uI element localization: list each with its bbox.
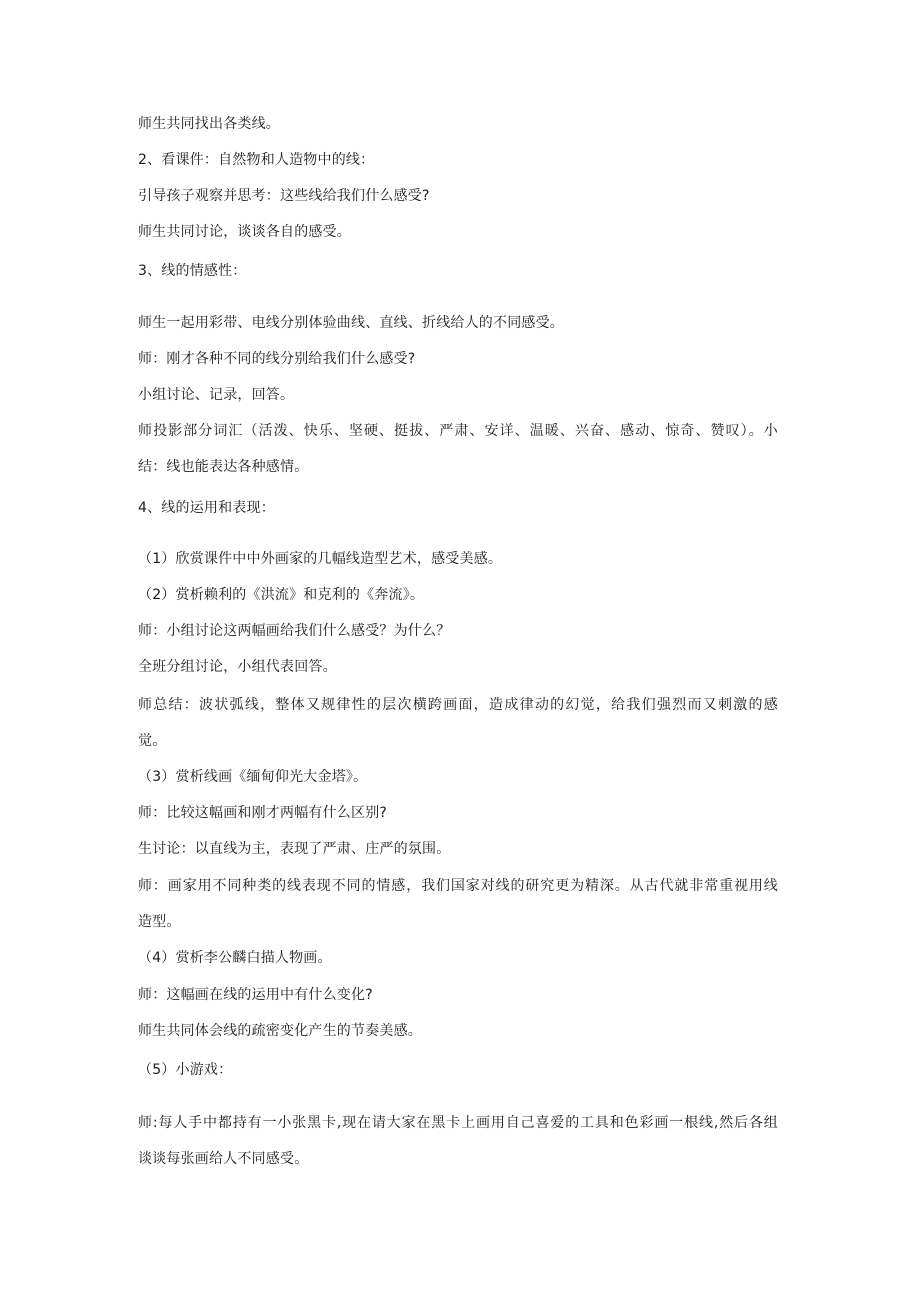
text-line: 觉。 xyxy=(138,733,167,749)
text-line: 师：画家用不同种类的线表现不同的情感，我们国家对线的研究更为精深。从古代就非常重视用线 xyxy=(138,878,778,894)
text-line: 师：比较这幅画和刚才两幅有什么区别? xyxy=(138,805,388,821)
text-line: 师总结：波状弧线，整体又规律性的层次横跨画面，造成律动的幻觉，给我们强烈而又刺激的感 xyxy=(138,697,778,713)
list-item: （5）小游戏： xyxy=(138,1062,233,1078)
list-item: （4）赏析李公麟白描人物画。 xyxy=(138,950,332,966)
text-line: 师生一起用彩带、电线分别体验曲线、直线、折线给人的不同感受。 xyxy=(138,315,564,331)
text-line: 师:每人手中都持有一小张黑卡,现在请大家在黑卡上画用自己喜爱的工具和色彩画一根线,然后各组 xyxy=(138,1115,778,1131)
text-line: 造型。 xyxy=(138,914,181,930)
text-line: 生讨论：以直线为主，表现了严肃、庄严的氛围。 xyxy=(138,841,451,857)
text-line: 谈谈每张画给人不同感受。 xyxy=(138,1151,309,1167)
text-line: 结：线也能表达各种感情。 xyxy=(138,459,309,475)
section-heading: 3、线的情感性： xyxy=(138,263,247,279)
text-line: 师投影部分词汇（活泼、快乐、坚硬、挺拔、严肃、安详、温暖、兴奋、感动、惊奇、赞叹）。小 xyxy=(138,423,778,439)
text-line: 师：刚才各种不同的线分别给我们什么感受? xyxy=(138,351,416,367)
text-line: 全班分组讨论，小组代表回答。 xyxy=(138,659,337,675)
text-line: 小组讨论、记录，回答。 xyxy=(138,387,295,403)
section-heading: 2、看课件：自然物和人造物中的线： xyxy=(138,152,375,168)
text-line: 师生共同体会线的疏密变化产生的节奏美感。 xyxy=(138,1023,422,1039)
text-line: 师生共同找出各类线。 xyxy=(138,116,280,132)
text-line: 师：小组讨论这两幅画给我们什么感受？为什么？ xyxy=(138,623,451,639)
section-heading: 4、线的运用和表现： xyxy=(138,500,275,516)
text-line: 师：这幅画在线的运用中有什么变化? xyxy=(138,987,373,1003)
list-item: （3）赏析线画《缅甸仰光大金塔》。 xyxy=(138,769,368,785)
list-item: （2）赏析赖利的《洪流》和克利的《奔流》。 xyxy=(138,587,425,603)
list-item: （1）欣赏课件中中外画家的几幅线造型艺术，感受美感。 xyxy=(138,551,503,567)
text-line: 师生共同讨论，谈谈各自的感受。 xyxy=(138,224,351,240)
text-line: 引导孩子观察并思考：这些线给我们什么感受? xyxy=(138,188,430,204)
